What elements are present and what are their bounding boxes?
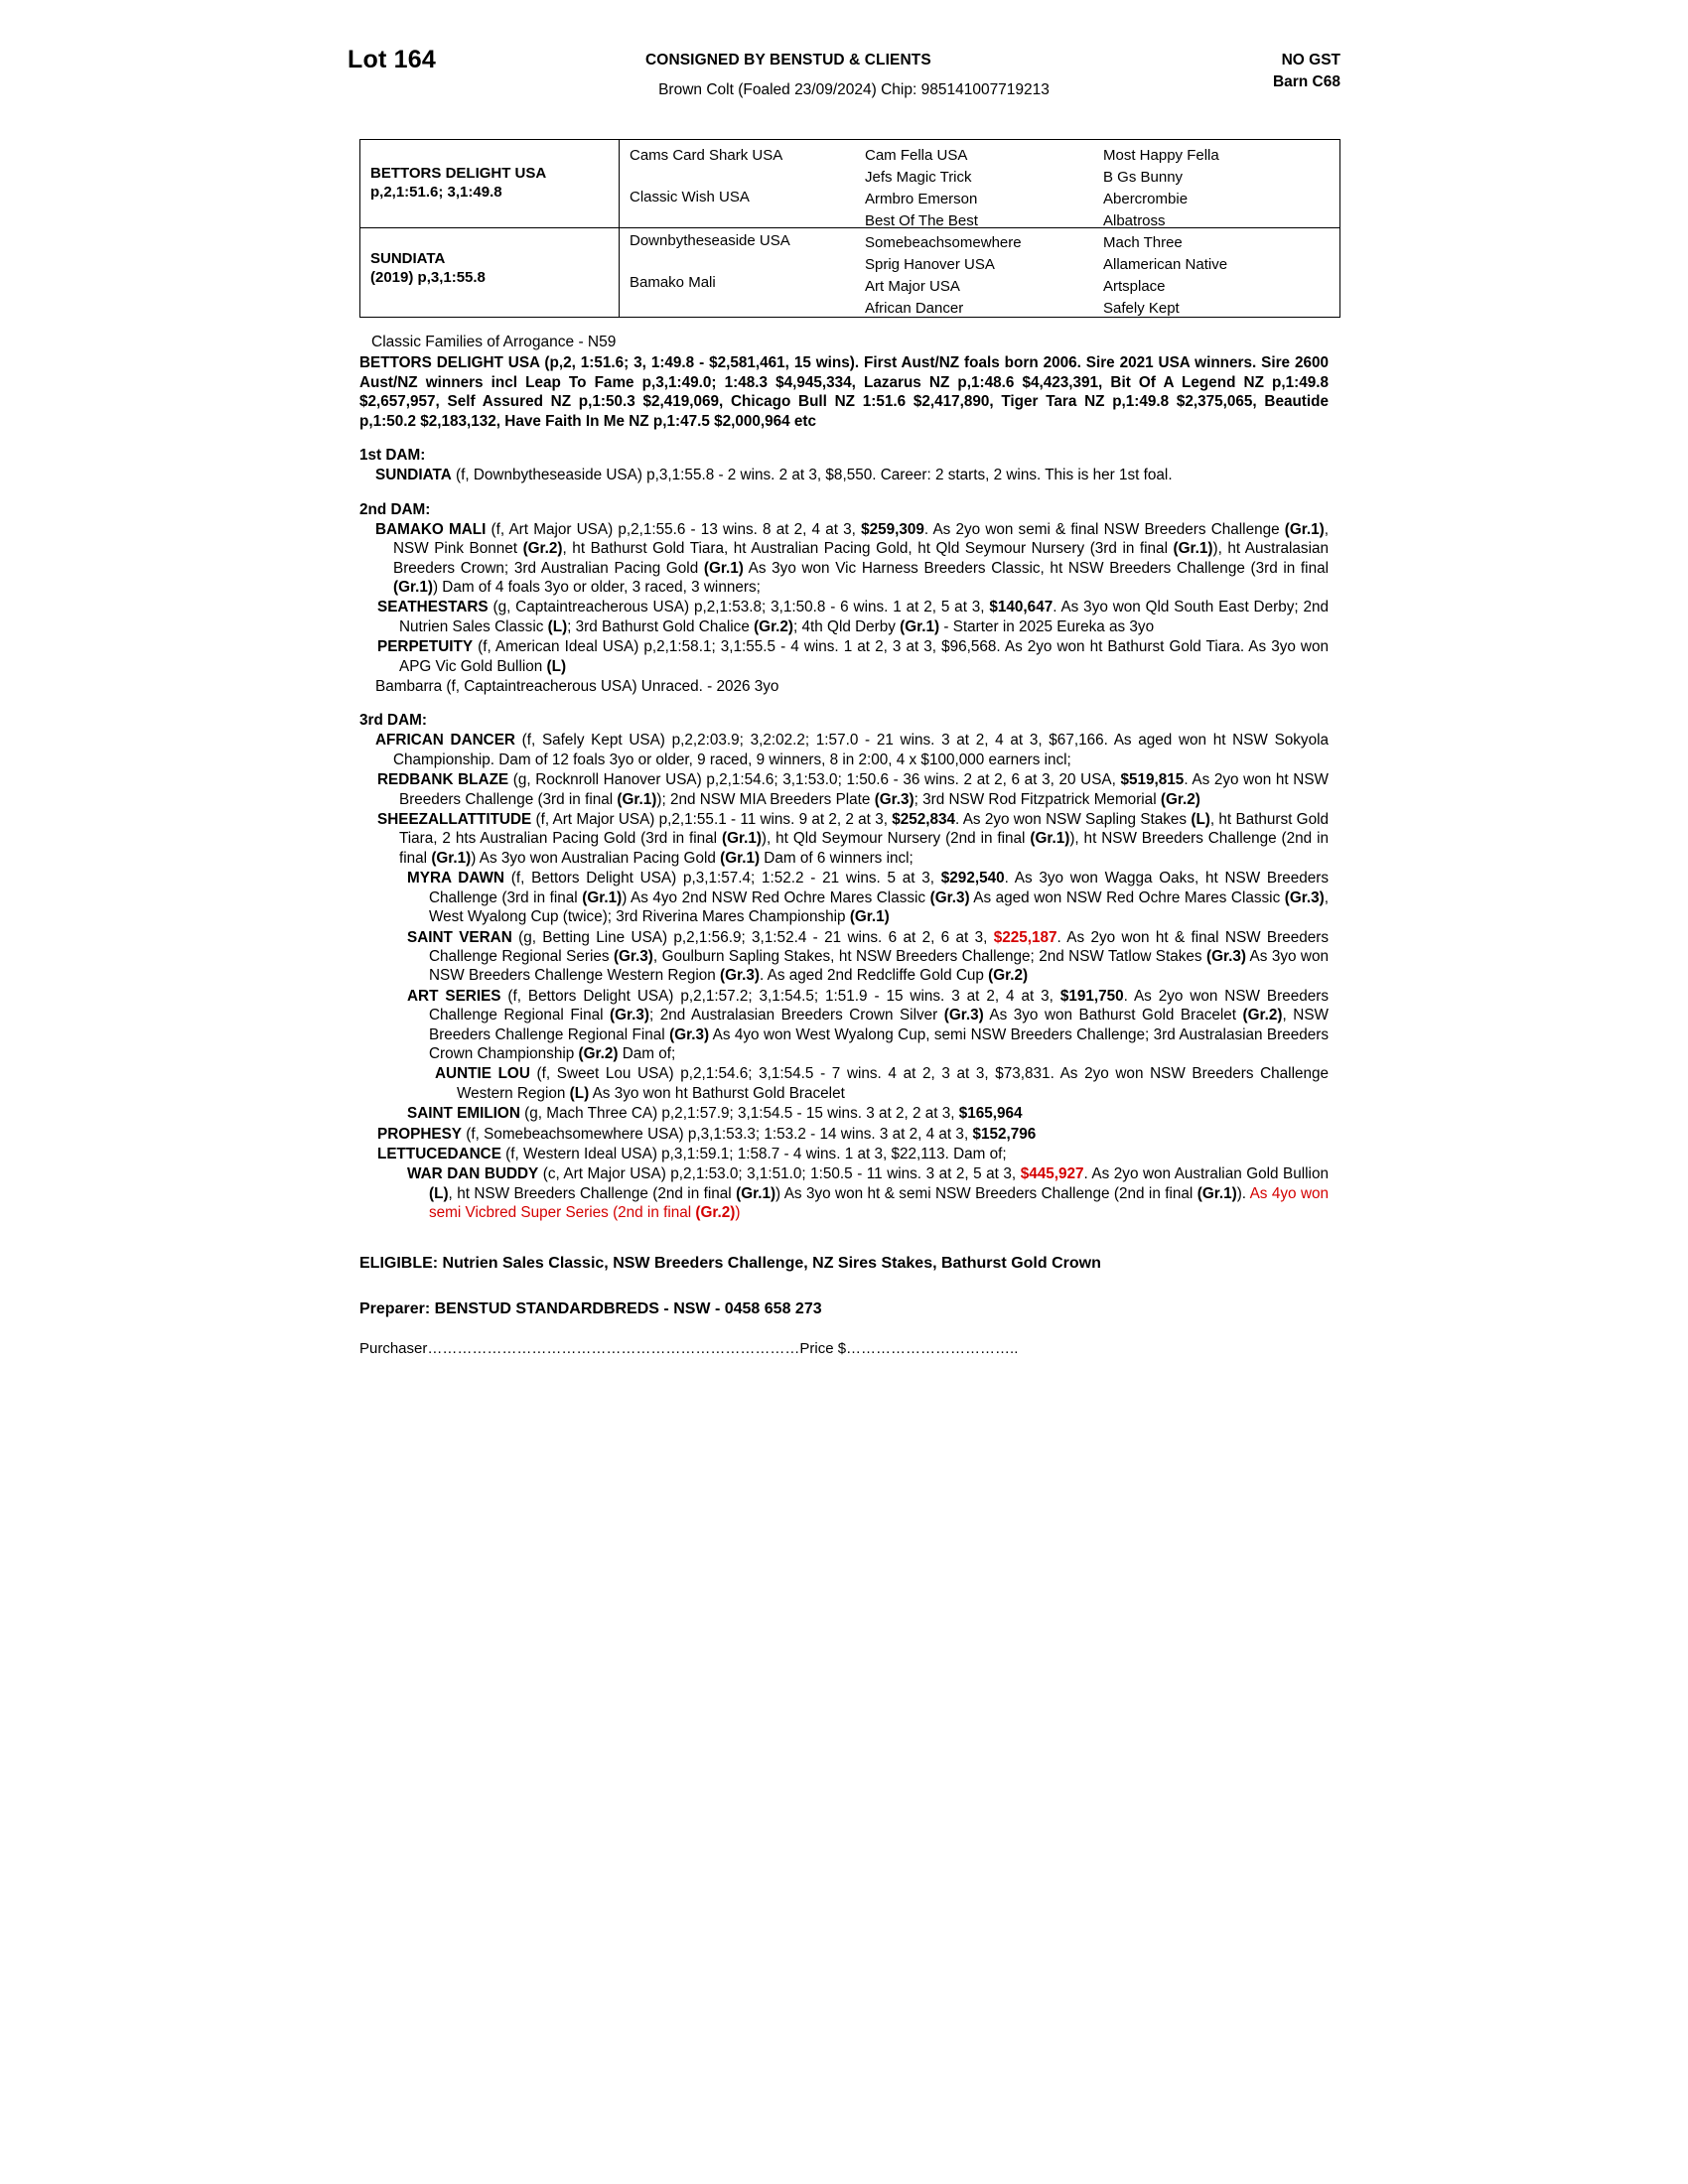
entry-text: (c, Art Major USA) p,2,1:53.0; 3,1:51.0; 1:50.5 - 11 wins. 3 at 2, 5 at 3, — [538, 1165, 1021, 1183]
pedigree-col-4 — [1095, 140, 1338, 317]
entry-text: , Goulburn Sapling Stakes, ht NSW Breeders Challenge; 2nd NSW Tatlow Stakes — [652, 947, 1207, 965]
entry-highlight: (Gr.2) — [695, 1204, 736, 1222]
entry-highlight: SAINT EMILION — [407, 1105, 520, 1123]
entry-text: . As 3yo won Wagga Oaks, ht NSW Breeders Challenge (3rd in final — [429, 870, 1329, 906]
pedigree-entry — [359, 1145, 1329, 1163]
entry-text: . As 2yo won semi & final NSW Breeders Challenge — [923, 520, 1285, 538]
pedigree-entry — [359, 770, 1329, 809]
pedigree-cell: Cams Card Shark USA — [630, 147, 783, 164]
pedigree-cell: Bamako Mali — [630, 274, 716, 291]
entry-highlight: SAINT VERAN — [407, 928, 512, 946]
pedigree-cell: Most Happy Fella — [1103, 147, 1219, 164]
entry-highlight: $519,815 — [1120, 771, 1185, 789]
entry-highlight: (Gr.1) — [1030, 830, 1070, 848]
entry-highlight: BAMAKO MALI — [375, 520, 487, 538]
pedigree-entry — [359, 869, 1329, 926]
dam-heading: 1st DAM: — [359, 447, 426, 465]
pedigree-cell: Classic Wish USA — [630, 189, 750, 205]
entry-highlight: $165,964 — [958, 1105, 1023, 1123]
pedigree-cell: Armbro Emerson — [865, 191, 978, 207]
pedigree-cell: Mach Three — [1103, 234, 1183, 251]
entry-highlight: (Gr.3) — [613, 947, 653, 965]
entry-text: (g, Mach Three CA) p,2,1:57.9; 3,1:54.5 - 15 wins. 3 at 2, 2 at 3, — [519, 1105, 959, 1123]
entry-text: ), ht Qld Seymour Nursery (2nd in final — [761, 830, 1031, 848]
entry-text: Bambarra (f, Captaintreacherous USA) Unraced. - 2026 3yo — [375, 678, 779, 696]
entry-text: . As 2yo won NSW Sapling Stakes — [955, 811, 1192, 829]
entry-text: As 3yo won NSW Breeders Challenge Western Region — [429, 947, 1329, 985]
pedigree-cell: Safely Kept — [1103, 300, 1180, 317]
pedigree-entry — [359, 1125, 1329, 1144]
entry-highlight: (Gr.3) — [610, 1007, 649, 1024]
pedigree-entry — [359, 1164, 1329, 1222]
entry-text: (g, Captaintreacherous USA) p,2,1:53.8; 3,1:50.8 - 6 wins. 1 at 2, 5 at 3, — [488, 599, 990, 616]
consignor-line: CONSIGNED BY BENSTUD & CLIENTS — [645, 52, 931, 68]
entry-highlight: (Gr.1) — [721, 830, 762, 848]
pedigree-entry — [359, 1104, 1329, 1123]
sire-name: BETTORS DELIGHT USA — [370, 165, 547, 182]
pedigree-cell: Sprig Hanover USA — [865, 256, 995, 273]
entry-highlight: (Gr.3) — [720, 967, 760, 985]
entry-text: (f, Western Ideal USA) p,3,1:59.1; 1:58.7 - 4 wins. 1 at 3, $22,113. Dam of; — [500, 1145, 1007, 1162]
entry-text: As 4yo won semi Vicbred Super Series (2nd in final — [429, 1184, 1330, 1222]
entry-highlight: PROPHESY — [377, 1125, 463, 1143]
entry-text: (g, Betting Line USA) p,2,1:56.9; 3,1:52.4 - 21 wins. 6 at 2, 6 at 3, — [511, 928, 994, 946]
entry-text: - Starter in 2025 Eureka as 3yo — [939, 617, 1155, 635]
entry-highlight: (Gr.1) — [1284, 520, 1325, 538]
entry-text: (f, Safely Kept USA) p,2,2:03.9; 3,2:02.2; 1:57.0 - 21 wins. 3 at 2, 4 at 3, $67,166. As aged won ht NSW Sokyola Championship. Dam of 12 foals 3yo or older, 9 raced, 9 winners, 8 in 2:00, 4 x $100,000 earners incl; — [393, 732, 1329, 768]
entry-text: (f, Downbytheseaside USA) p,3,1:55.8 - 2 wins. 2 at 3, $8,550. Career: 2 starts, 2 wins. This is her 1st foal. — [451, 467, 1173, 484]
entry-highlight: (Gr.3) — [874, 790, 914, 808]
entry-highlight: (Gr.2) — [1242, 1007, 1283, 1024]
entry-text: (f, Sweet Lou USA) p,2,1:54.6; 3,1:54.5 - 7 wins. 4 at 2, 3 at 3, $73,831. As 2yo won NSW Breeders Challenge Western Region — [457, 1065, 1329, 1102]
entry-text: , NSW Pink Bonnet — [393, 520, 1329, 558]
entry-highlight: (Gr.3) — [669, 1025, 710, 1043]
entry-highlight: (Gr.2) — [578, 1044, 619, 1062]
entry-highlight: (Gr.1) — [393, 579, 433, 596]
dam-heading: 2nd DAM: — [359, 500, 431, 518]
gst-status: NO GST — [1281, 52, 1340, 68]
entry-highlight: $225,187 — [993, 928, 1057, 946]
entry-highlight: (Gr.1) — [582, 888, 623, 906]
entry-text: Dam of; — [618, 1044, 676, 1062]
entry-text: ) Dam of 4 foals 3yo or older, 3 raced, 3 winners; — [432, 579, 761, 596]
dam-sections — [348, 447, 1340, 1222]
entry-text: ; 2nd Australasian Breeders Crown Silver — [648, 1007, 944, 1024]
entry-text: As 3yo won Bathurst Gold Bracelet — [983, 1007, 1243, 1024]
pedigree-entry — [359, 466, 1329, 484]
pedigree-cell: Best Of The Best — [865, 212, 978, 229]
entry-text: ), ht NSW Breeders Challenge (2nd in final — [399, 830, 1329, 867]
entry-text: . As 3yo won Qld South East Derby; 2nd Nutrien Sales Classic — [399, 599, 1329, 635]
entry-highlight: (Gr.3) — [929, 888, 970, 906]
barn-number: Barn C68 — [1272, 73, 1340, 90]
pedigree-col-1 — [360, 140, 619, 317]
pedigree-cell: Somebeachsomewhere — [865, 234, 1022, 251]
entry-text: (f, American Ideal USA) p,2,1:58.1; 3,1:55.5 - 4 wins. 1 at 2, 3 at 3, $96,568. As 2yo won ht Bathurst Gold Tiara. As 3yo won APG Vic Gold Bullion — [399, 638, 1329, 675]
entry-highlight: $152,796 — [972, 1125, 1037, 1143]
pedigree-cell: Jefs Magic Trick — [865, 169, 972, 186]
entry-text: . As aged 2nd Redcliffe Gold Cup — [760, 967, 989, 985]
entry-text: As aged won NSW Red Ochre Mares Classic — [969, 888, 1285, 906]
entry-highlight: WAR DAN BUDDY — [407, 1165, 539, 1183]
entry-text: Dam of 6 winners incl; — [760, 849, 914, 867]
entry-highlight: ART SERIES — [407, 987, 501, 1005]
entry-text: (f, Somebeachsomewhere USA) p,3,1:53.3; 1:53.2 - 14 wins. 3 at 2, 4 at 3, — [462, 1125, 973, 1143]
entry-text: , West Wyalong Cup (twice); 3rd Riverina Mares Championship — [429, 888, 1329, 926]
entry-highlight: (Gr.1) — [736, 1184, 776, 1202]
purchaser-line: Purchaser…………………………………………………………………Price $…………………………….. — [359, 1339, 1019, 1357]
entry-highlight: (Gr.1) — [1173, 540, 1213, 558]
entry-text: ) As 4yo 2nd NSW Red Ochre Mares Classic — [622, 888, 930, 906]
entry-highlight: SUNDIATA — [375, 467, 452, 484]
entry-highlight: LETTUCEDANCE — [377, 1145, 501, 1162]
pedigree-entry — [359, 810, 1329, 868]
pedigree-cell: Allamerican Native — [1103, 256, 1228, 273]
entry-text: , ht Bathurst Gold Tiara, ht Australian Pacing Gold, ht Qld Seymour Nursery (3rd in final — [562, 540, 1174, 558]
entry-highlight: SEATHESTARS — [377, 599, 489, 616]
entry-highlight: $259,309 — [861, 520, 924, 538]
sire-record: p,2,1:51.6; 3,1:49.8 — [370, 184, 502, 201]
entry-text: (f, Bettors Delight USA) p,2,1:57.2; 3,1:54.5; 1:51.9 - 15 wins. 3 at 2, 4 at 3, — [500, 987, 1060, 1005]
entry-text: ) As 3yo won Australian Pacing Gold — [471, 849, 721, 867]
preparer-line: Preparer: BENSTUD STANDARDBREDS - NSW - 0458 658 273 — [359, 1299, 822, 1317]
entry-highlight: (L) — [1191, 811, 1210, 829]
page-content — [348, 46, 1340, 1357]
entry-text: ; 3rd Bathurst Gold Chalice — [567, 617, 755, 635]
entry-highlight: (Gr.1) — [849, 908, 890, 926]
pedigree-entry — [359, 928, 1329, 986]
pedigree-cell: Downbytheseaside USA — [630, 232, 790, 249]
entry-highlight: (Gr.1) — [720, 849, 761, 867]
entry-highlight: AUNTIE LOU — [435, 1065, 530, 1083]
dam-record: (2019) p,3,1:55.8 — [370, 269, 486, 286]
entry-highlight: (Gr.3) — [1206, 947, 1246, 965]
entry-highlight: (Gr.1) — [617, 790, 657, 808]
entry-highlight: $292,540 — [940, 870, 1005, 887]
pedigree-box — [359, 139, 1340, 318]
pedigree-cell: Cam Fella USA — [865, 147, 968, 164]
dam-heading: 3rd DAM: — [359, 712, 427, 730]
pedigree-entry — [359, 1064, 1329, 1103]
pedigree-entry — [359, 677, 1329, 696]
pedigree-cell: Artsplace — [1103, 278, 1166, 295]
entry-highlight: (Gr.3) — [943, 1007, 984, 1024]
pedigree-cell: Art Major USA — [865, 278, 960, 295]
entry-text: (f, Art Major USA) p,2,1:55.1 - 11 wins. 9 at 2, 2 at 3, — [531, 811, 893, 829]
pedigree-entry — [359, 520, 1329, 598]
entry-text: ); 2nd NSW MIA Breeders Plate — [656, 790, 875, 808]
entry-highlight: (Gr.1) — [1196, 1184, 1237, 1202]
entry-highlight: (Gr.1) — [703, 559, 744, 577]
entry-highlight: (L) — [546, 657, 567, 675]
entry-highlight: REDBANK BLAZE — [377, 771, 509, 789]
entry-text: As 3yo won ht Bathurst Gold Bracelet — [589, 1084, 845, 1102]
pedigree-table — [348, 139, 1340, 350]
entry-text: (f, Art Major USA) p,2,1:55.6 - 13 wins. 8 at 2, 4 at 3, — [486, 520, 862, 538]
entry-text: (g, Rocknroll Hanover USA) p,2,1:54.6; 3,1:53.0; 1:50.6 - 36 wins. 2 at 2, 6 at 3, 20 USA, — [508, 771, 1121, 789]
entry-text: ), ht Australasian Breeders Crown; 3rd Australian Pacing Gold — [393, 540, 1329, 577]
entry-highlight: (Gr.2) — [754, 617, 794, 635]
family-line: Classic Families of Arrogance - N59 — [371, 334, 617, 350]
entry-highlight: $140,647 — [989, 599, 1054, 616]
entry-highlight: MYRA DAWN — [407, 870, 504, 887]
entry-highlight: (L) — [569, 1084, 590, 1102]
entry-highlight: $252,834 — [892, 811, 956, 829]
entry-text: , ht NSW Breeders Challenge (2nd in final — [448, 1184, 737, 1202]
entry-highlight: (Gr.2) — [988, 967, 1029, 985]
sire-paragraph: BETTORS DELIGHT USA (p,2, 1:51.6; 3, 1:49.8 - $2,581,461, 15 wins). First Aust/NZ foals born 2006. Sire 2021 USA winners. Sire 2600 Aust/NZ winners incl Leap To Fame p,3,1:49.0; 1:48.3 $4,945,334, Lazarus NZ p,1:48.6 $4,423,391, Bit Of A Legend NZ p,1:49.8 $2,657,957, Self Assured NZ p,1:50.3 $2,419,069, Chicago Bull NZ 1:51.6 $2,417,890, Tiger Tara NZ p,1:49.8 $2,375,065, Beautide p,1:50.2 $2,183,132, Have Faith In Me NZ p,1:47.5 $2,000,964 etc — [359, 354, 1329, 430]
entry-highlight: (Gr.2) — [1160, 790, 1200, 808]
lot-number: Lot 164 — [348, 46, 436, 73]
entry-text: As 3yo won Vic Harness Breeders Classic, ht NSW Breeders Challenge (3rd in final — [743, 559, 1329, 577]
entry-highlight: $191,750 — [1059, 987, 1124, 1005]
pedigree-entry — [359, 731, 1329, 769]
pedigree-col-3 — [857, 140, 1095, 317]
pedigree-entry — [359, 598, 1329, 636]
pedigree-entry — [359, 987, 1329, 1064]
entry-text: . As 2yo won Australian Gold Bullion — [1083, 1165, 1329, 1183]
entry-highlight: SHEEZALLATTITUDE — [377, 811, 532, 829]
entry-highlight: (Gr.3) — [1284, 888, 1325, 906]
entry-text: . As 2yo won ht & final NSW Breeders Challenge Regional Series — [429, 928, 1329, 965]
eligible-line: ELIGIBLE: Nutrien Sales Classic, NSW Breeders Challenge, NZ Sires Stakes, Bathurst Gold Crown — [359, 1254, 1101, 1272]
pedigree-entry — [359, 637, 1329, 676]
entry-highlight: (Gr.1) — [431, 849, 472, 867]
entry-text: ; 3rd NSW Rod Fitzpatrick Memorial — [914, 790, 1161, 808]
entry-text: . As 2yo won NSW Breeders Challenge Regional Final — [429, 987, 1329, 1024]
entry-text: (f, Bettors Delight USA) p,3,1:57.4; 1:52.2 - 21 wins. 5 at 3, — [503, 870, 941, 887]
pedigree-cell: B Gs Bunny — [1103, 169, 1184, 186]
animal-description: Brown Colt (Foaled 23/09/2024) Chip: 985141007719213 — [658, 81, 1050, 98]
entry-highlight: (L) — [547, 617, 568, 635]
entry-highlight: $445,927 — [1020, 1165, 1084, 1183]
pedigree-cell: Albatross — [1103, 212, 1166, 229]
entry-text: . As 2yo won ht NSW Breeders Challenge (3rd in final — [399, 771, 1329, 808]
entry-text: ) — [735, 1204, 741, 1222]
entry-text: ) As 3yo won ht & semi NSW Breeders Challenge (2nd in final — [775, 1184, 1197, 1202]
pedigree-cell: African Dancer — [865, 300, 964, 317]
entry-text: ). — [1236, 1184, 1250, 1202]
pedigree-cell: Abercrombie — [1103, 191, 1189, 207]
entry-highlight: PERPETUITY — [377, 638, 474, 656]
dam-name: SUNDIATA — [370, 250, 446, 267]
entry-text: , ht Bathurst Gold Tiara, 2 hts Australian Pacing Gold (3rd in final — [399, 811, 1329, 848]
entry-highlight: (Gr.2) — [522, 540, 563, 558]
pedigree-col-2 — [619, 140, 857, 317]
entry-highlight: AFRICAN DANCER — [375, 732, 515, 750]
entry-text: , NSW Breeders Challenge Regional Final — [429, 1007, 1329, 1043]
entry-text: ; 4th Qld Derby — [793, 617, 901, 635]
entry-highlight: (Gr.1) — [900, 617, 940, 635]
entry-text: As 4yo won West Wyalong Cup, semi NSW Breeders Challenge; 3rd Australasian Breeders Crown Championship — [429, 1025, 1329, 1062]
entry-highlight: (L) — [429, 1184, 449, 1202]
